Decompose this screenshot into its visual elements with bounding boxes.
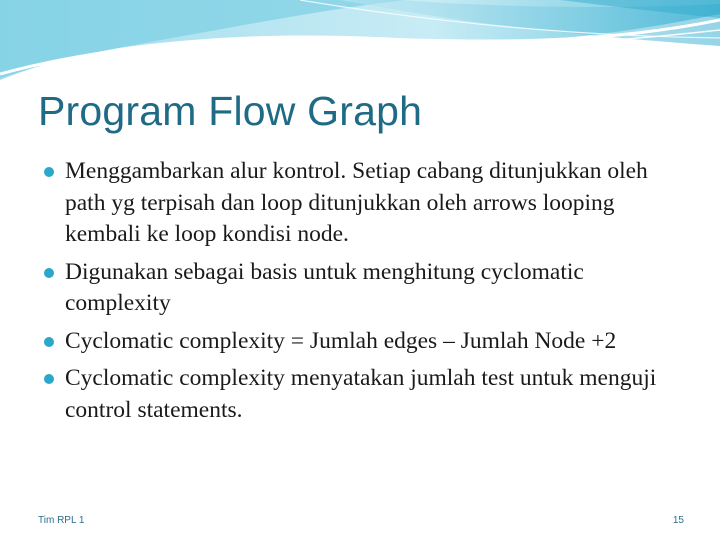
bullet-item — [44, 326, 684, 358]
bullet-text: Digunakan sebagai basis untuk menghitung cyclomatic complexity — [65, 258, 584, 316]
bullet-dot-icon — [44, 268, 54, 278]
bullet-dot-icon — [44, 374, 54, 384]
bullet-text: Menggambarkan alur kontrol. Setiap cabang ditunjukkan oleh path yg terpisah dan loop ditunjukkan oleh arrows looping kembali ke loop kondisi node. — [65, 158, 648, 247]
bullet-dot-icon — [44, 167, 54, 177]
bullet-dot-icon — [44, 337, 54, 347]
header-wave-decoration — [0, 0, 720, 90]
bullet-text: Cyclomatic complexity menyatakan jumlah test untuk menguji control statements. — [65, 365, 657, 423]
bullet-item — [44, 257, 684, 320]
bullet-list — [44, 156, 684, 432]
slide-title: Program Flow Graph — [38, 88, 423, 134]
bullet-item — [44, 363, 684, 426]
bullet-item — [44, 156, 684, 251]
footer-text: Tim RPL 1 — [38, 515, 85, 526]
page-number: 15 — [672, 515, 684, 526]
bullet-text: Cyclomatic complexity = Jumlah edges – Jumlah Node +2 — [65, 327, 617, 354]
